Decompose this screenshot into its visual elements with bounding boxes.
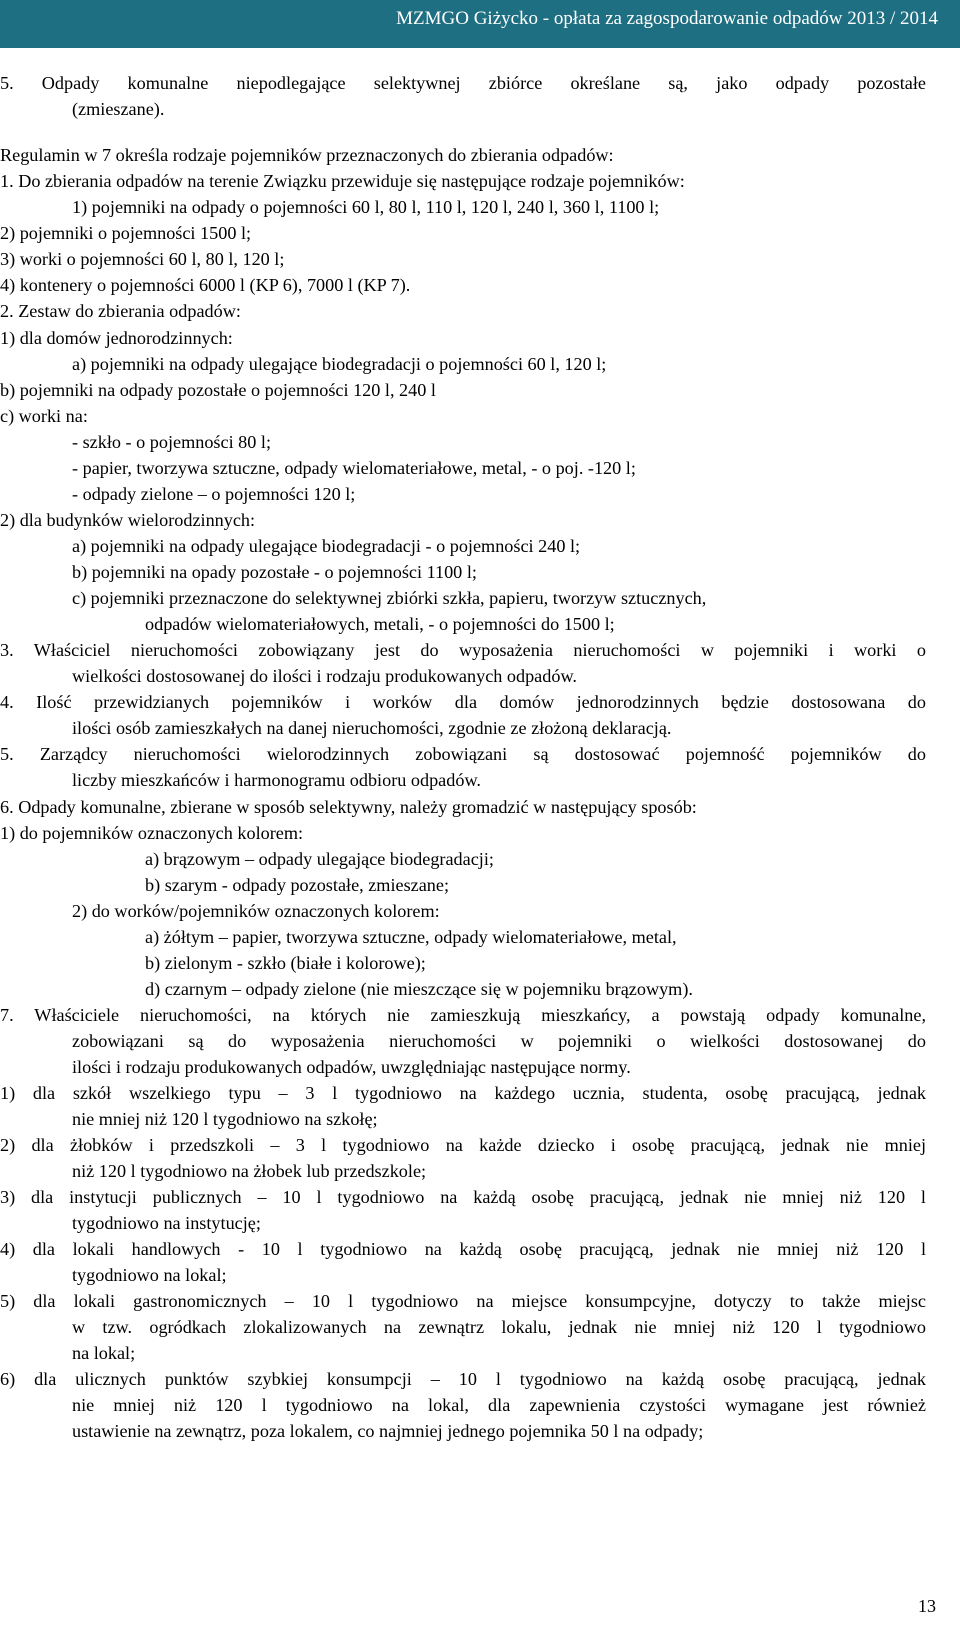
text-line: 7. Właściciele nieruchomości, na których nie zamieszkują mieszkańcy, a powstają odpady komunalne,	[0, 1005, 926, 1025]
text-line: nie mniej niż 120 l tygodniowo na lokal, dla zapewnienia czystości wymagane jest również	[72, 1395, 926, 1415]
text-line: ilości osób zamieszkałych na danej nieruchomości, zgodnie ze złożoną deklaracją.	[72, 718, 672, 738]
text-line: niż 120 l tygodniowo na żłobek lub przedszkole;	[72, 1161, 427, 1181]
text-line: (zmieszane).	[72, 99, 165, 119]
text-line: c) pojemniki przeznaczone do selektywnej zbiórki szkła, papieru, tworzyw sztucznych,	[72, 588, 707, 608]
header-title: MZMGO Giżycko - opłata za zagospodarowanie odpadów 2013 / 2014	[396, 8, 938, 29]
text-line: 4. Ilość przewidzianych pojemników i worków dla domów jednorodzinnych będzie dostosowana do	[0, 692, 926, 712]
text-line: 6) dla ulicznych punktów szybkiej konsumpcji – 10 l tygodniowo na każdą osobę pracującą, jednak	[0, 1369, 926, 1389]
text-line: tygodniowo na lokal;	[72, 1265, 227, 1285]
text-line: liczby mieszkańców i harmonogramu odbioru odpadów.	[72, 770, 481, 790]
text-line: 3) worki o pojemności 60 l, 80 l, 120 l;	[0, 249, 285, 269]
text-line: - szkło - o pojemności 80 l;	[72, 432, 272, 452]
text-line: 2. Zestaw do zbierania odpadów:	[0, 301, 241, 321]
text-line: 3. Właściciel nieruchomości zobowiązany jest do wyposażenia nieruchomości w pojemniki i worki o	[0, 640, 926, 660]
text-line: 5. Zarządcy nieruchomości wielorodzinnych zobowiązani są dostosować pojemność pojemników do	[0, 744, 926, 764]
text-line: zobowiązani są do wyposażenia nieruchomości w pojemniki o wielkości dostosowanej do	[72, 1031, 926, 1051]
text-line: 4) dla lokali handlowych - 10 l tygodniowo na każdą osobę pracującą, jednak nie mniej niż 120 l	[0, 1239, 926, 1259]
document-header-bar	[0, 0, 960, 48]
text-line: 5. Odpady komunalne niepodlegające selektywnej zbiórce określane są, jako odpady pozostałe	[0, 73, 926, 93]
text-line: a) żółtym – papier, tworzywa sztuczne, odpady wielomateriałowe, metal,	[145, 927, 677, 947]
text-line: ustawienie na zewnątrz, poza lokalem, co najmniej jednego pojemnika 50 l na odpady;	[72, 1421, 704, 1441]
text-line: 1) dla szkół wszelkiego typu – 3 l tygodniowo na każdego ucznia, studenta, osobę pracującą, jednak	[0, 1083, 926, 1103]
text-line: nie mniej niż 120 l tygodniowo na szkołę;	[72, 1109, 378, 1129]
text-line: odpadów wielomateriałowych, metali, - o pojemności do 1500 l;	[145, 614, 615, 634]
text-line: 1. Do zbierania odpadów na terenie Związku przewiduje się następujące rodzaje pojemników:	[0, 171, 685, 191]
text-line: tygodniowo na instytucję;	[72, 1213, 261, 1233]
text-line: 2) do worków/pojemników oznaczonych kolorem:	[72, 901, 440, 921]
text-line: b) szarym - odpady pozostałe, zmieszane;	[145, 875, 450, 895]
text-line: 2) pojemniki o pojemności 1500 l;	[0, 223, 252, 243]
text-line: - odpady zielone – o pojemności 120 l;	[72, 484, 356, 504]
text-line: a) pojemniki na odpady ulegające biodegradacji - o pojemności 240 l;	[72, 536, 581, 556]
text-line: 1) do pojemników oznaczonych kolorem:	[0, 823, 304, 843]
text-line: 4) kontenery o pojemności 6000 l (KP 6), 7000 l (KP 7).	[0, 275, 411, 295]
text-line: ilości i rodzaju produkowanych odpadów, uwzględniając następujące normy.	[72, 1057, 631, 1077]
text-line: d) czarnym – odpady zielone (nie mieszczące się w pojemniku brązowym).	[145, 979, 693, 999]
text-line: 3) dla instytucji publicznych – 10 l tygodniowo na każdą osobę pracującą, jednak nie mniej niż 120 l	[0, 1187, 926, 1207]
text-line: 1) pojemniki na odpady o pojemności 60 l, 80 l, 110 l, 120 l, 240 l, 360 l, 1100 l;	[72, 197, 660, 217]
text-line: 2) dla budynków wielorodzinnych:	[0, 510, 256, 530]
text-line: 1) dla domów jednorodzinnych:	[0, 328, 233, 348]
text-line: 6. Odpady komunalne, zbierane w sposób selektywny, należy gromadzić w następujący sposób:	[0, 797, 697, 817]
text-line: c) worki na:	[0, 406, 88, 426]
text-line: - papier, tworzywa sztuczne, odpady wielomateriałowe, metal, - o poj. -120 l;	[72, 458, 636, 478]
text-line: 2) dla żłobków i przedszkoli – 3 l tygodniowo na każde dziecko i osobę pracującą, jednak nie mniej	[0, 1135, 926, 1155]
text-line: na lokal;	[72, 1343, 136, 1363]
page-number: 13	[918, 1596, 936, 1616]
text-line: a) brązowym – odpady ulegające biodegradacji;	[145, 849, 494, 869]
text-line: b) zielonym - szkło (białe i kolorowe);	[145, 953, 426, 973]
text-line: wielkości dostosowanej do ilości i rodzaju produkowanych odpadów.	[72, 666, 577, 686]
text-line: b) pojemniki na odpady pozostałe o pojemności 120 l, 240 l	[0, 380, 436, 400]
text-line: Regulamin w 7 określa rodzaje pojemników przeznaczonych do zbierania odpadów:	[0, 145, 614, 165]
text-line: 5) dla lokali gastronomicznych – 10 l tygodniowo na miejsce konsumpcyjne, dotyczy to także miejsc	[0, 1291, 926, 1311]
text-line: b) pojemniki na opady pozostałe - o pojemności 1100 l;	[72, 562, 477, 582]
text-line: w tzw. ogródkach zlokalizowanych na zewnątrz lokalu, jednak nie mniej niż 120 l tygodniowo	[72, 1317, 926, 1337]
text-line: a) pojemniki na odpady ulegające biodegradacji o pojemności 60 l, 120 l;	[72, 354, 607, 374]
